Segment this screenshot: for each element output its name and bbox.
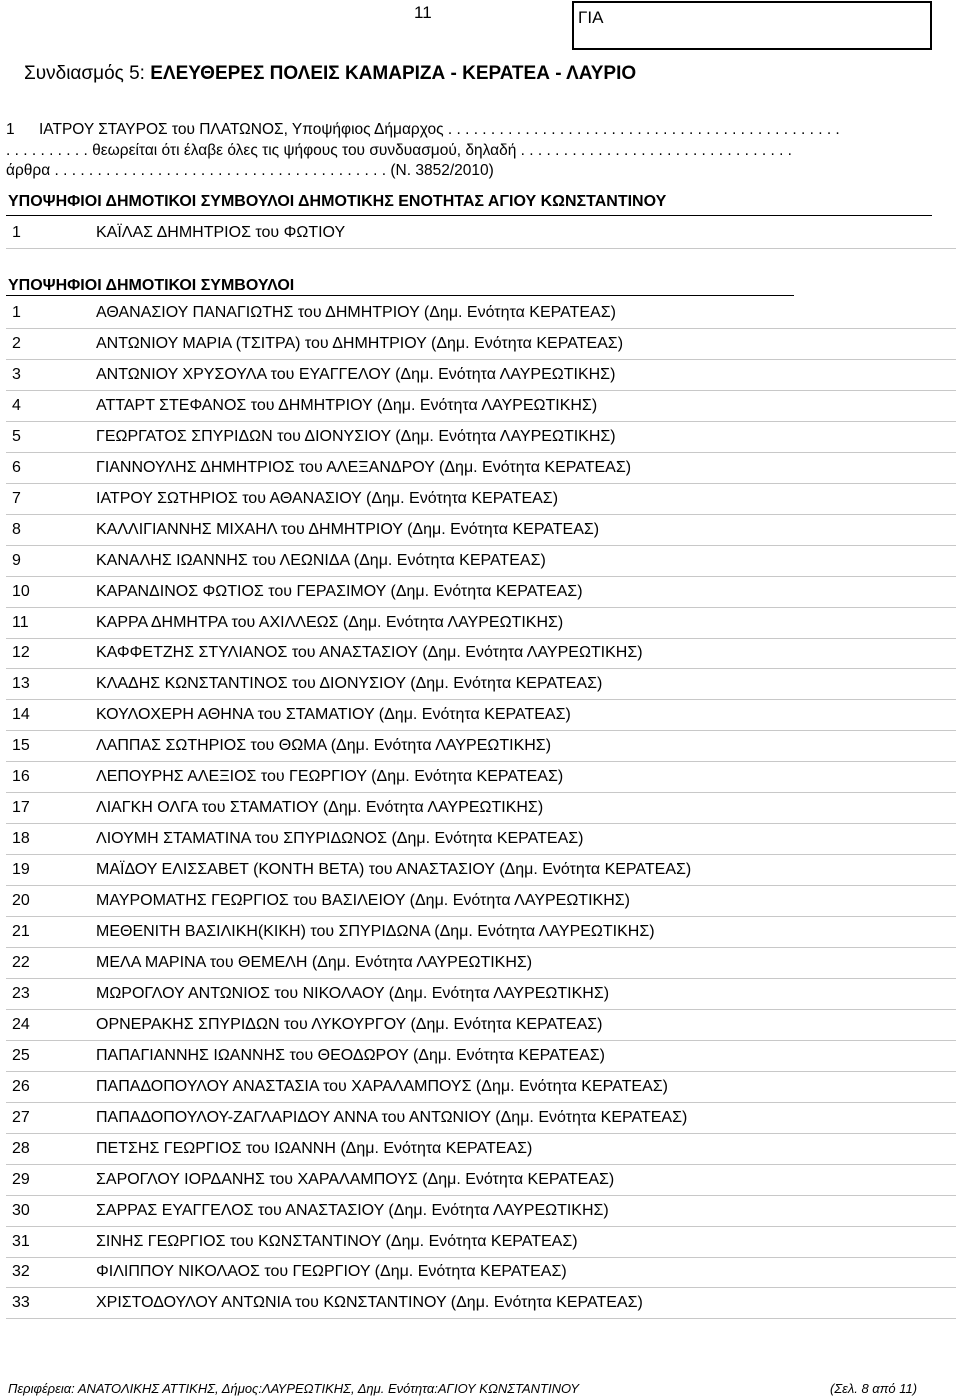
candidate-number: 27 — [12, 1108, 30, 1126]
candidate-row — [0, 669, 960, 700]
candidate-name: ΜΩΡΟΓΛΟΥ ΑΝΤΩΝΙΟΣ του ΝΙΚΟΛΑΟΥ (Δημ. Ενότητα ΛΑΥΡΕΩΤΙΚΗΣ) — [96, 984, 610, 1002]
candidate-name: ΚΑΡΑΝΔΙΝΟΣ ΦΩΤΙΟΣ του ΓΕΡΑΣΙΜΟΥ (Δημ. Ενότητα ΚΕΡΑΤΕΑΣ) — [96, 582, 583, 600]
mayor-entry — [6, 120, 954, 182]
candidate-number: 2 — [12, 334, 21, 352]
footer-region: Περιφέρεια: ΑΝΑΤΟΛΙΚΗΣ ΑΤΤΙΚΗΣ, Δήμος:ΛΑΥΡΕΩΤΙΚΗΣ, Δημ. Ενότητα:ΑΓΙΟΥ ΚΩΝΣΤΑΝΤΙΝΟΥ — [8, 1381, 580, 1396]
candidate-number: 21 — [12, 923, 30, 940]
candidate-number: 11 — [12, 613, 29, 631]
candidate-row — [0, 855, 960, 886]
candidate-number: 26 — [12, 1077, 30, 1095]
candidate-number: 15 — [12, 737, 30, 755]
candidate-number: 18 — [12, 830, 30, 848]
mayor-text-1: ΙΑΤΡΟΥ ΣΤΑΥΡΟΣ του ΠΛΑΤΩΝΟΣ, Υποψήφιος Δήμαρχος . . . . . . . . . . . . . . . . . . . . . . . . . . . . . . . . . . . . . . . . . . . . . . — [39, 121, 840, 138]
candidate-name: ΚΑΦΦΕΤΖΗΣ ΣΤΥΛΙΑΝΟΣ του ΑΝΑΣΤΑΣΙΟΥ (Δημ. Ενότητα ΛΑΥΡΕΩΤΙΚΗΣ) — [96, 644, 643, 662]
candidate-name: ΜΕΛΑ ΜΑΡΙΝΑ του ΘΕΜΕΛΗ (Δημ. Ενότητα ΛΑΥΡΕΩΤΙΚΗΣ) — [96, 953, 533, 971]
combination-title — [24, 63, 636, 85]
candidate-row — [0, 453, 960, 484]
combination-prefix: Συνδιασμός 5: — [24, 63, 151, 84]
candidate-name: ΙΑΤΡΟΥ ΣΩΤΗΡΙΟΣ του ΑΘΑΝΑΣΙΟΥ (Δημ. Ενότητα ΚΕΡΑΤΕΑΣ) — [96, 489, 559, 507]
candidate-name: ΚΑΪΛΑΣ ΔΗΜΗΤΡΙΟΣ του ΦΩΤΙΟΥ — [96, 224, 346, 241]
candidate-row — [0, 577, 960, 608]
candidate-name: ΜΑΪΔΟΥ ΕΛΙΣΣΑΒΕΤ (ΚΟΝΤΗ ΒΕΤΑ) του ΑΝΑΣΤΑΣΙΟΥ (Δημ. Ενότητα ΚΕΡΑΤΕΑΣ) — [96, 861, 692, 879]
candidate-name: ΑΝΤΩΝΙΟΥ ΜΑΡΙΑ (ΤΣΙΤΡΑ) του ΔΗΜΗΤΡΙΟΥ (Δημ. Ενότητα ΚΕΡΑΤΕΑΣ) — [96, 334, 624, 352]
mayor-number: 1 — [6, 121, 15, 138]
candidate-name: ΓΕΩΡΓΑΤΟΣ ΣΠΥΡΙΔΩΝ του ΔΙΟΝΥΣΙΟΥ (Δημ. Ενότητα ΛΑΥΡΕΩΤΙΚΗΣ) — [96, 427, 616, 445]
candidate-name: ΠΕΤΣΗΣ ΓΕΩΡΓΙΟΣ του ΙΩΑΝΝΗ (Δημ. Ενότητα ΚΕΡΑΤΕΑΣ) — [96, 1139, 533, 1157]
candidate-number: 28 — [12, 1139, 30, 1157]
candidate-row — [0, 1165, 960, 1196]
candidate-row — [0, 422, 960, 453]
candidate-row — [0, 1196, 960, 1227]
candidate-row — [0, 1134, 960, 1165]
candidate-name: ΑΘΑΝΑΣΙΟΥ ΠΑΝΑΓΙΩΤΗΣ του ΔΗΜΗΤΡΙΟΥ (Δημ. Ενότητα ΚΕΡΑΤΕΑΣ) — [96, 304, 616, 321]
section-title-councillors: ΥΠΟΨΗΦΙΟΙ ΔΗΜΟΤΙΚΟΙ ΣΥΜΒΟΥΛΟΙ — [8, 277, 295, 294]
candidate-row — [0, 917, 960, 948]
candidate-number: 30 — [12, 1201, 30, 1219]
row-divider — [6, 248, 956, 249]
candidate-row — [0, 793, 960, 824]
candidate-row — [0, 1257, 960, 1288]
row-divider — [6, 1318, 956, 1319]
candidate-name: ΛΑΠΠΑΣ ΣΩΤΗΡΙΟΣ του ΘΩΜΑ (Δημ. Ενότητα ΛΑΥΡΕΩΤΙΚΗΣ) — [96, 737, 552, 755]
candidate-number: 14 — [12, 706, 30, 724]
candidate-row — [0, 731, 960, 762]
candidate-number: 33 — [12, 1294, 30, 1312]
candidate-number: 24 — [12, 1015, 30, 1033]
candidate-row — [0, 608, 960, 639]
candidate-name: ΠΑΠΑΓΙΑΝΝΗΣ ΙΩΑΝΝΗΣ του ΘΕΟΔΩΡΟΥ (Δημ. Ενότητα ΚΕΡΑΤΕΑΣ) — [96, 1046, 605, 1064]
candidate-name: ΑΤΤΑΡΤ ΣΤΕΦΑΝΟΣ του ΔΗΜΗΤΡΙΟΥ (Δημ. Ενότητα ΛΑΥΡΕΩΤΙΚΗΣ) — [96, 396, 598, 414]
section-rule-2 — [6, 295, 794, 296]
combination-name: ΕΛΕΥΘΕΡΕΣ ΠΟΛΕΙΣ ΚΑΜΑΡΙΖΑ - ΚΕΡΑΤΕΑ - ΛΑΥΡΙΟ — [150, 63, 637, 84]
candidate-name: ΦΙΛΙΠΠΟΥ ΝΙΚΟΛΑΟΣ του ΓΕΩΡΓΙΟΥ (Δημ. Ενότητα ΚΕΡΑΤΕΑΣ) — [96, 1263, 567, 1281]
candidate-number: 9 — [12, 551, 21, 569]
candidate-number: 23 — [12, 984, 30, 1002]
candidate-name: ΚΛΑΔΗΣ ΚΩΝΣΤΑΝΤΙΝΟΣ του ΔΙΟΝΥΣΙΟΥ (Δημ. Ενότητα ΚΕΡΑΤΕΑΣ) — [96, 675, 603, 693]
candidate-row — [0, 329, 960, 360]
candidate-number: 12 — [12, 644, 30, 662]
candidate-name: ΚΑΛΛΙΓΙΑΝΝΗΣ ΜΙΧΑΗΛ του ΔΗΜΗΤΡΙΟΥ (Δημ. Ενότητα ΚΕΡΑΤΕΑΣ) — [96, 520, 600, 538]
candidate-number: 20 — [12, 892, 30, 910]
candidate-name: ΚΑΡΡΑ ΔΗΜΗΤΡΑ του ΑΧΙΛΛΕΩΣ (Δημ. Ενότητα ΛΑΥΡΕΩΤΙΚΗΣ) — [96, 613, 564, 631]
candidate-number: 8 — [12, 520, 21, 538]
candidate-row — [0, 484, 960, 515]
footer-page: (Σελ. 8 από 11) — [830, 1381, 918, 1396]
vote-count-box — [572, 1, 932, 50]
candidate-row — [0, 298, 960, 329]
candidate-name: ΠΑΠΑΔΟΠΟΥΛΟΥ ΑΝΑΣΤΑΣΙΑ του ΧΑΡΑΛΑΜΠΟΥΣ (Δημ. Ενότητα ΚΕΡΑΤΕΑΣ) — [96, 1077, 668, 1095]
candidate-name: ΣΙΝΗΣ ΓΕΩΡΓΙΟΣ του ΚΩΝΣΤΑΝΤΙΝΟΥ (Δημ. Ενότητα ΚΕΡΑΤΕΑΣ) — [96, 1232, 578, 1250]
candidate-row — [0, 1041, 960, 1072]
candidate-row — [0, 1072, 960, 1103]
candidate-number: 6 — [12, 458, 21, 476]
mayor-line-3: άρθρα . . . . . . . . . . . . . . . . . . . . . . . . . . . . . . . . . . . . . . . (Ν. 3852/2010) — [6, 162, 494, 179]
candidate-number: 25 — [12, 1046, 30, 1064]
candidate-row — [0, 948, 960, 979]
candidate-name: ΠΑΠΑΔΟΠΟΥΛΟΥ-ΖΑΓΛΑΡΙΔΟΥ ΑΝΝΑ του ΑΝΤΩΝΙΟΥ (Δημ. Ενότητα ΚΕΡΑΤΕΑΣ) — [96, 1108, 688, 1126]
candidate-number: 10 — [12, 582, 30, 600]
candidate-number: 29 — [12, 1170, 30, 1188]
section-rule-1 — [6, 215, 932, 216]
candidate-number: 5 — [12, 427, 21, 445]
vote-count-box-label: ΓΙΑ — [578, 8, 604, 27]
candidate-name: ΣΑΡΟΓΛΟΥ ΙΟΡΔΑΝΗΣ του ΧΑΡΑΛΑΜΠΟΥΣ (Δημ. Ενότητα ΚΕΡΑΤΕΑΣ) — [96, 1170, 615, 1188]
candidate-number: 1 — [12, 224, 21, 241]
candidate-number: 3 — [12, 365, 21, 383]
candidate-row — [0, 979, 960, 1010]
candidate-number: 16 — [12, 768, 30, 786]
section-title-unit-councillors: ΥΠΟΨΗΦΙΟΙ ΔΗΜΟΤΙΚΟΙ ΣΥΜΒΟΥΛΟΙ ΔΗΜΟΤΙΚΗΣ ΕΝΟΤΗΤΑΣ ΑΓΙΟΥ ΚΩΝΣΤΑΝΤΙΝΟΥ — [8, 193, 667, 210]
candidate-row — [0, 1288, 960, 1319]
candidate-name: ΣΑΡΡΑΣ ΕΥΑΓΓΕΛΟΣ του ΑΝΑΣΤΑΣΙΟΥ (Δημ. Ενότητα ΛΑΥΡΕΩΤΙΚΗΣ) — [96, 1201, 609, 1219]
candidate-number: 4 — [12, 396, 21, 414]
candidate-number: 1 — [12, 304, 21, 321]
candidate-name: ΟΡΝΕΡΑΚΗΣ ΣΠΥΡΙΔΩΝ του ΛΥΚΟΥΡΓΟΥ (Δημ. Ενότητα ΚΕΡΑΤΕΑΣ) — [96, 1015, 603, 1033]
candidate-row — [0, 515, 960, 546]
candidate-row — [0, 546, 960, 577]
candidate-number: 32 — [12, 1263, 30, 1281]
mayor-line-1 — [6, 120, 954, 141]
candidate-row — [0, 824, 960, 855]
candidate-name: ΧΡΙΣΤΟΔΟΥΛΟΥ ΑΝΤΩΝΙΑ του ΚΩΝΣΤΑΝΤΙΝΟΥ (Δημ. Ενότητα ΚΕΡΑΤΕΑΣ) — [96, 1294, 643, 1312]
candidate-number: 31 — [12, 1232, 30, 1250]
candidate-number: 17 — [12, 799, 30, 817]
candidate-row — [0, 700, 960, 731]
candidate-name: ΛΙΟΥΜΗ ΣΤΑΜΑΤΙΝΑ του ΣΠΥΡΙΔΩΝΟΣ (Δημ. Ενότητα ΚΕΡΑΤΕΑΣ) — [96, 830, 584, 848]
candidate-name: ΚΟΥΛΟΧΕΡΗ ΑΘΗΝΑ του ΣΤΑΜΑΤΙΟΥ (Δημ. Ενότητα ΚΕΡΑΤΕΑΣ) — [96, 706, 571, 724]
candidate-name: ΚΑΝΑΛΗΣ ΙΩΑΝΝΗΣ του ΛΕΩΝΙΔΑ (Δημ. Ενότητα ΚΕΡΑΤΕΑΣ) — [96, 551, 546, 569]
candidate-name: ΜΕΘΕΝΙΤΗ ΒΑΣΙΛΙΚΗ(ΚΙΚΗ) του ΣΠΥΡΙΔΩΝΑ (Δημ. Ενότητα ΛΑΥΡΕΩΤΙΚΗΣ) — [96, 923, 655, 940]
candidate-number: 19 — [12, 861, 30, 879]
candidate-row — [0, 391, 960, 422]
candidate-name: ΛΕΠΟΥΡΗΣ ΑΛΕΞΙΟΣ του ΓΕΩΡΓΙΟΥ (Δημ. Ενότητα ΚΕΡΑΤΕΑΣ) — [96, 768, 564, 786]
candidate-name: ΓΙΑΝΝΟΥΛΗΣ ΔΗΜΗΤΡΙΟΣ του ΑΛΕΞΑΝΔΡΟΥ (Δημ. Ενότητα ΚΕΡΑΤΕΑΣ) — [96, 458, 632, 476]
candidate-number: 13 — [12, 675, 30, 693]
candidate-row — [0, 1227, 960, 1258]
candidate-row — [0, 1103, 960, 1134]
mayor-line-2: . . . . . . . . . . θεωρείται ότι έλαβε όλες τις ψήφους του συνδυασμού, δηλαδή . . . . . . . . . . . . . . . . . . . . . . . . . . . . . . . . — [6, 141, 792, 159]
candidate-row — [0, 762, 960, 793]
candidate-row — [0, 1010, 960, 1041]
page-number: 11 — [414, 3, 432, 22]
candidate-number: 7 — [12, 489, 21, 507]
candidate-name: ΜΑΥΡΟΜΑΤΗΣ ΓΕΩΡΓΙΟΣ του ΒΑΣΙΛΕΙΟΥ (Δημ. Ενότητα ΛΑΥΡΕΩΤΙΚΗΣ) — [96, 892, 630, 910]
candidate-row — [0, 886, 960, 917]
candidate-row — [0, 638, 960, 669]
candidate-name: ΛΙΑΓΚΗ ΟΛΓΑ του ΣΤΑΜΑΤΙΟΥ (Δημ. Ενότητα ΛΑΥΡΕΩΤΙΚΗΣ) — [96, 799, 544, 817]
candidate-row — [0, 218, 960, 249]
candidate-row — [0, 360, 960, 391]
candidate-number: 22 — [12, 953, 30, 971]
candidate-name: ΑΝΤΩΝΙΟΥ ΧΡΥΣΟΥΛΑ του ΕΥΑΓΓΕΛΟΥ (Δημ. Ενότητα ΛΑΥΡΕΩΤΙΚΗΣ) — [96, 365, 616, 383]
